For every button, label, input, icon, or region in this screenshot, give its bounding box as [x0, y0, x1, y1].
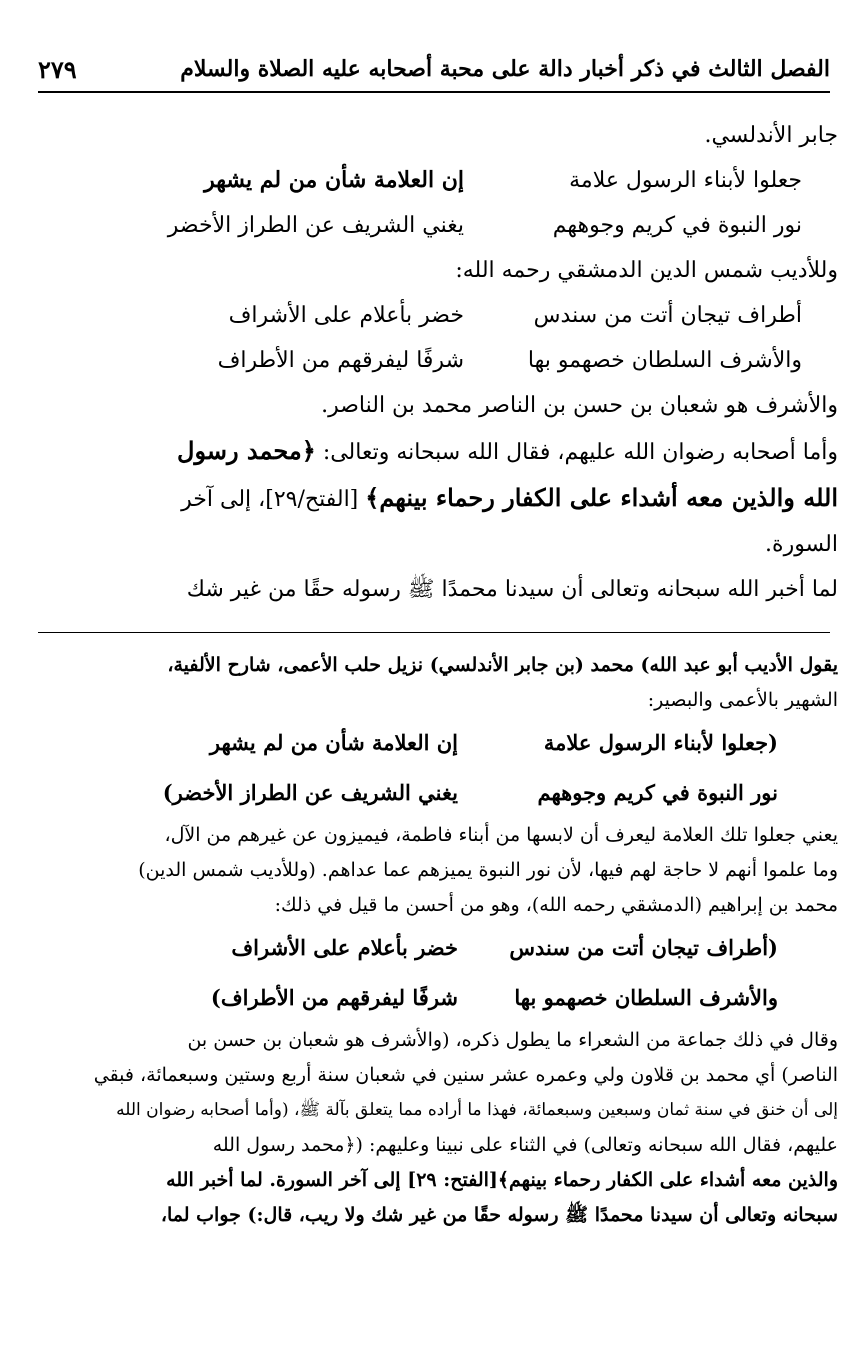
poem-verse: [38, 293, 838, 338]
companions-line-2: [38, 475, 838, 522]
commentary-verse: [38, 768, 838, 818]
chapter-title: الفصل الثالث في ذكر أخبار دالة على محبة أصحابه عليه الصلاة والسلام: [180, 56, 830, 82]
commentary-line: سبحانه وتعالى أن سيدنا محمدًا ﷺ رسوله حقًا من غير شك ولا ريب، قال:) جواب لما،: [160, 1204, 838, 1226]
poet-intro-line: وللأديب شمس الدين الدمشقي رحمه الله:: [455, 258, 838, 283]
verse-second-hemistich: خضر بأعلام على الأشراف: [228, 303, 464, 328]
companions-line: [38, 428, 838, 475]
poem-verse: [38, 158, 838, 203]
running-header: [38, 52, 830, 86]
verse-second-hemistich: يغني الشريف عن الطراز الأخضر): [162, 780, 458, 805]
verse-second-hemistich: يغني الشريف عن الطراز الأخضر: [167, 213, 464, 238]
verse-second-hemistich: شرفًا ليفرقهم من الأطراف: [217, 348, 464, 373]
commentary-line: وما علموا أنهم لا حاجة لهم فيها، لأن نور النبوة يميزهم عما عداهم. (وللأديب شمس الدين): [138, 859, 838, 881]
commentary-line: إلى أن خنق في سنة ثمان وسبعين وسبعمائة، فهذا ما أراده مما يتعلق بآلة ﷺ، (وأما أصحابه رضوان الله: [116, 1100, 838, 1120]
verse-second-hemistich: إن العلامة شأن من لم يشهر: [209, 730, 458, 755]
intro-line: جابر الأندلسي.: [704, 123, 838, 148]
commentary-line: عليهم، فقال الله سبحانه وتعالى) في الثناء على نبينا وعليهم: (﴿محمد رسول الله: [212, 1134, 838, 1156]
companions-text: وأما أصحابه رضوان الله عليهم، فقال الله سبحانه وتعالى:: [322, 440, 838, 465]
commentary-line: الشهير بالأعمى والبصير:: [647, 689, 838, 711]
commentary-text: [38, 648, 838, 1233]
verse-first-hemistich: نور النبوة في كريم وجوههم: [552, 213, 802, 238]
commentary-line: يعني جعلوا تلك العلامة ليعرف أن لابسها من أبناء فاطمة، فيميزون عن غيرهم من الآل،: [164, 824, 838, 846]
verse-first-hemistich: والأشرف السلطان خصهمو بها: [514, 985, 778, 1010]
verse-first-hemistich: (جعلوا لأبناء الرسول علامة: [543, 730, 778, 755]
footnote-rule: [38, 632, 830, 633]
quran-verse-cont: الله والذين معه أشداء على الكفار رحماء بينهم﴾: [365, 483, 838, 512]
commentary-verse: [38, 923, 838, 973]
page-number: ٢٧٩: [38, 54, 77, 84]
poem-verse: [38, 203, 838, 248]
verse-first-hemistich: أطراف تيجان أتت من سندس: [533, 303, 802, 328]
verse-first-hemistich: والأشرف السلطان خصهمو بها: [527, 348, 802, 373]
quran-reference: [الفتح/٢٩]، إلى آخر: [181, 487, 359, 512]
verse-second-hemistich: خضر بأعلام على الأشراف: [231, 935, 458, 960]
verse-second-hemistich: شرفًا ليفرقهم من الأطراف): [210, 985, 458, 1010]
commentary-line: وقال في ذلك جماعة من الشعراء ما يطول ذكره، (والأشرف هو شعبان بن حسن بن: [187, 1029, 838, 1051]
verse-first-hemistich: (أطراف تيجان أتت من سندس: [509, 935, 778, 960]
commentary-line: والذين معه أشداء على الكفار رحماء بينهم﴾[الفتح: ٢٩] إلى آخر السورة. لما أخبر الله: [166, 1169, 838, 1191]
commentary-verse: [38, 973, 838, 1023]
verse-first-hemistich: نور النبوة في كريم وجوههم: [537, 780, 778, 805]
verse-second-hemistich: إن العلامة شأن من لم يشهر: [204, 167, 464, 193]
companions-end: السورة.: [765, 532, 838, 557]
commentary-verse: [38, 718, 838, 768]
commentary-line: الناصر) أي محمد بن قلاون ولي وعمره عشر سنين في شعبان سنة أربع وستين وسبعمائة، فبقي: [93, 1064, 838, 1086]
main-text: [38, 113, 838, 612]
closing-line: لما أخبر الله سبحانه وتعالى أن سيدنا محمدًا ﷺ رسوله حقًا من غير شك: [186, 577, 838, 602]
header-rule: [38, 91, 830, 93]
quran-verse-start: ﴿محمد رسول: [177, 436, 316, 465]
ashraf-note: والأشرف هو شعبان بن حسن بن الناصر محمد بن الناصر.: [321, 393, 838, 418]
commentary-line: محمد بن إبراهيم (الدمشقي رحمه الله)، وهو من أحسن ما قيل في ذلك:: [274, 894, 838, 916]
poem-verse: [38, 338, 838, 383]
commentary-line: يقول الأديب أبو عبد الله) محمد (بن جابر الأندلسي) نزيل حلب الأعمى، شارح الألفية،: [167, 654, 838, 676]
verse-first-hemistich: جعلوا لأبناء الرسول علامة: [569, 168, 802, 193]
